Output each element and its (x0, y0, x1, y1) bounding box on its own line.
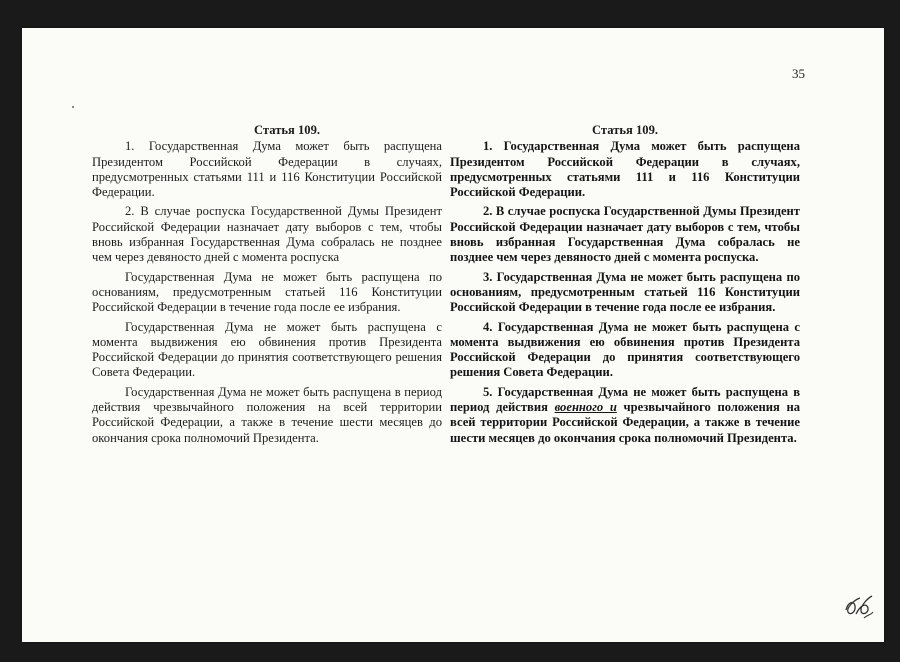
left-paragraph-3: Государственная Дума не может быть распущена по основаниям, предусмотренным статьей 116 Конституции Российской Федерации в течение года после ее избрания. (92, 269, 442, 315)
inserted-words: военного и (554, 400, 617, 415)
handwritten-initials-icon (842, 588, 876, 622)
scan-speck (72, 106, 74, 108)
article-title-right: Статья 109. (591, 123, 659, 137)
left-paragraph-2: 2. В случае роспуска Государственной Думы Президент Российской Федерации назначает дату выборов с тем, чтобы вновь избранная Государственная Дума собралась не позднее чем через девяносто дней с момента роспуска (92, 204, 442, 265)
page-number: 35 (792, 66, 805, 81)
left-paragraph-4: Государственная Дума не может быть распущена с момента выдвижения ею обвинения против Президента Российской Федерации до принятия соответствующего решения Совета Федерации. (92, 319, 442, 380)
article-title-left: Статья 109. (253, 123, 321, 137)
right-paragraph-5 (450, 385, 800, 446)
paragraph-5-text-after: чрезвычайного положения на всей территории Российской Федерации, а также в течение шести месяцев до окончания срока полномочий Президента. (450, 400, 800, 445)
right-paragraph-2: 2. В случае роспуска Государственной Думы Президент Российской Федерации назначает дату выборов с тем, чтобы вновь избранная Государственная Дума собралась не позднее чем через девяносто дней с момента роспуска. (450, 204, 800, 265)
right-paragraph-1: 1. Государственная Дума может быть распущена Президентом Российской Федерации в случаях, предусмотренных статьями 111 и 116 Конституции Российской Федерации. (450, 139, 800, 200)
left-paragraph-1: 1. Государственная Дума может быть распущена Президентом Российской Федерации в случаях, предусмотренных статьями 111 и 116 Конституции Российской Федерации. (92, 139, 442, 200)
right-paragraph-3: 3. Государственная Дума не может быть распущена по основаниям, предусмотренным статьей 116 Конституции Российской Федерации в течение года после ее избрания. (450, 269, 800, 315)
paragraph-5-text-before: 5. Государственная Дума не может быть распущена в период действия (450, 384, 800, 415)
document-page (22, 28, 884, 642)
left-column (92, 123, 442, 450)
right-column (450, 123, 800, 450)
right-paragraph-4: 4. Государственная Дума не может быть распущена с момента выдвижения ею обвинения против Президента Российской Федерации до принятия соответствующего решения Совета Федерации. (450, 319, 800, 380)
left-paragraph-5: Государственная Дума не может быть распущена в период действия чрезвычайного положения на всей территории Российской Федерации, а также в течение шести месяцев до окончания срока полномочий Президента. (92, 384, 442, 445)
